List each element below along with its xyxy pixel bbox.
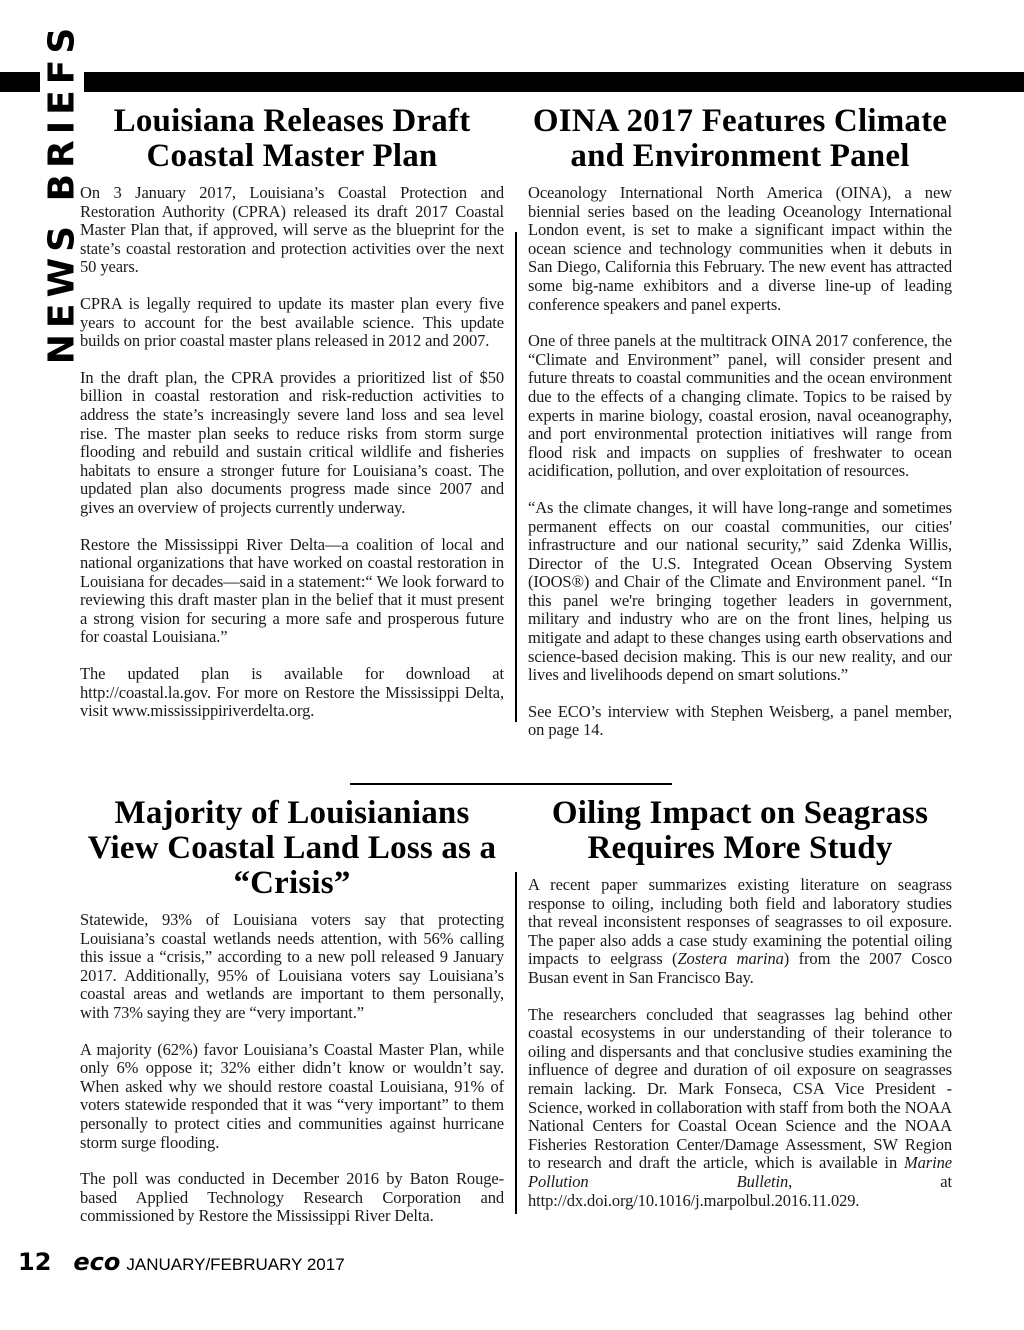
article-body: [80, 184, 504, 721]
article-title: OINA 2017 Features Climate and Environment Panel: [532, 103, 948, 174]
paragraph: A recent paper summarizes existing literature on seagrass response to oiling, including both field and laboratory studies that reveal inconsistent responses of seagrasses to oil exposure. The paper also adds a case study examining the potential oiling impacts to eelgrass (Zostera marina) from the 2007 Cosco Busan event in San Francisco Bay.: [528, 875, 952, 987]
column-divider: [515, 872, 517, 1214]
paragraph: On 3 January 2017, Louisiana’s Coastal Protection and Restoration Authority (CPRA) released its draft 2017 Coastal Master Plan that, if approved, will serve as the blueprint for the state’s coastal restoration and protection activities over the next 50 years.: [80, 183, 504, 277]
section-label-text: NEWS BRIEFS: [41, 21, 83, 365]
article-body: [80, 911, 504, 1226]
paragraph: A majority (62%) favor Louisiana’s Coastal Master Plan, while only 6% oppose it; 32% either didn’t know or wouldn’t say. When asked why we should restore coastal Louisiana, 91% of voters statewide responded that it was “very important” to them personally to protect cities and communities against hurricane storm surge flooding.: [80, 1039, 504, 1152]
paragraph: CPRA is legally required to update its master plan every five years to account for the best available science. This update builds on prior coastal master plans released in 2012 and 2007.: [80, 293, 504, 351]
paragraph: In the draft plan, the CPRA provides a prioritized list of $50 billion in coastal restoration and risk-reduction activities to address the state’s increasingly severe land loss and sea level rise. The master plan seeks to reduce risks from storm surge flooding and rebuild and sustain critical wildlife and fisheries habitats to ensure a stronger future for Louisiana’s coast. The updated plan also documents progress made since 2007 and gives an overview of projects currently underway.: [80, 367, 504, 517]
article-oina-2017: [528, 104, 952, 758]
paragraph: The updated plan is available for download at http://coastal.la.gov. For more on Restore the Mississippi Delta, visit www.mississippiriverdelta.org.: [80, 664, 504, 721]
paragraph: The poll was conducted in December 2016 by Baton Rouge-based Applied Technology Research Corporation and commissioned by Restore the Mississippi River Delta.: [80, 1169, 504, 1226]
column-divider: [515, 232, 517, 722]
article-seagrass-oiling: [528, 796, 952, 1228]
article-title: Oiling Impact on Seagrass Requires More Study: [551, 795, 929, 866]
article-title: Majority of Louisianians View Coastal Land Loss as a “Crisis”: [87, 795, 497, 901]
paragraph: Restore the Mississippi River Delta—a coalition of local and national organizations that have worked on coastal restoration in Louisiana for decades—said in a statement:“ We look forward to reviewing this draft master plan in the belief that it must present a strong vision for securing a more safe and prosperous future for coastal Louisiana.”: [80, 534, 504, 647]
paragraph: The researchers concluded that seagrasses lag behind other coastal ecosystems in our understanding of their tolerance to oiling and dispersants and that conclusive studies examining the influence of degree and duration of oil exposure on seagrasses remain lacking. Dr. Mark Fonseca, CSA Vice President - Science, worked in collaboration with staff from both the NOAA National Centers for Coastal Ocean Science and the NOAA Fisheries Restoration Center/Damage Assessment, SW Region to research and draft the article, which is available in Marine Pollution Bulletin, at http://dx.doi.org/10.1016/j.marpolbul.2016.11.029.: [528, 1004, 952, 1210]
page-number: 12: [18, 1248, 52, 1276]
section-divider: [350, 783, 672, 785]
article-coastal-master-plan: [80, 104, 504, 739]
article-land-loss-crisis: [80, 796, 504, 1244]
paragraph: “As the climate changes, it will have long-range and sometimes permanent effects on our coastal communities, our cities' infrastructure and our national security,” said Zdenka Willis, Director of the U.S. Integrated Ocean Observing System (IOOS®) and Chair of the Climate and Environment panel. “In this panel we're bringing together leaders in government, military and industry who are on the front lines, helping us mitigate and adapt to these changes using earth observations and science-based decision making. This is our new reality, and our lives and livelihoods depend on smart solutions.”: [528, 497, 952, 685]
paragraph: Statewide, 93% of Louisiana voters say that protecting Louisiana’s coastal wetlands needs attention, with 56% calling this issue a “crisis,” according to a new poll released 9 January 2017. Additionally, 95% of Louisiana voters say Louisiana’s coastal areas and wetlands are important to them personally, with 73% saying they are “very important.”: [80, 910, 504, 1022]
magazine-logo: eco: [73, 1248, 121, 1276]
header-rule: [0, 72, 1024, 92]
issue-date: JANUARY/FEBRUARY 2017: [126, 1255, 345, 1274]
article-body: [528, 876, 952, 1210]
paragraph: See ECO’s interview with Stephen Weisberg, a panel member, on page 14.: [528, 701, 952, 740]
paragraph: Oceanology International North America (OINA), a new biennial series based on the leading Oceanology International London event, is set to make a significant impact within the ocean science and technology communities when it debuts in San Diego, California this February. The new event has attracted some big-name exhibitors and a diverse line-up of leading conference speakers and panel experts.: [528, 183, 952, 314]
species-name: Zostera marina: [677, 949, 784, 969]
paragraph: One of three panels at the multitrack OINA 2017 conference, the “Climate and Environment” panel, will consider present and future threats to coastal communities and the ocean environment due to the effects of a changing climate. Topics to be raised by experts in marine biology, coastal erosion, naval oceanography, and port environmental protection initiatives will range from flood risk and impacts on supplies of freshwater to ocean acidification, pollution, and over exploitation of resources.: [528, 331, 952, 481]
page-footer: [18, 1248, 345, 1278]
section-label: [40, 21, 84, 365]
journal-name: Marine Pollution Bulletin: [528, 1153, 952, 1191]
article-title: Louisiana Releases Draft Coastal Master Plan: [113, 103, 471, 174]
article-body: [528, 184, 952, 740]
